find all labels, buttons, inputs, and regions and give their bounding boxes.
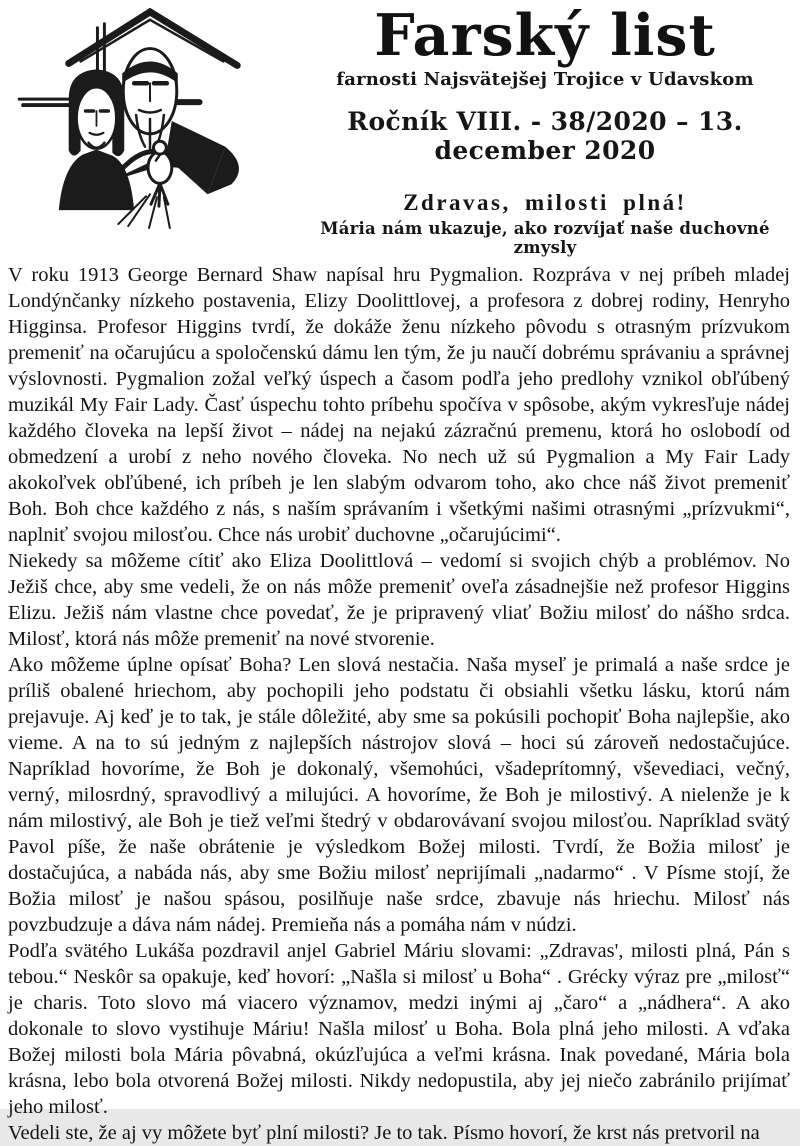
- issue-line: Ročník VIII. - 38/2020 – 13. december 2020: [347, 106, 743, 165]
- paragraph-zdravas: Podľa svätého Lukáša pozdravil anjel Gabriel Máriu slovami: „Zdravas', milosti plná, Pán s tebou.“ Neskôr sa opakuje, keď hovorí: „Našla si milosť u Boha“ . Grécky výraz pre „milosť“ je charis. Toto slovo má viacero významov, medzi inými aj „čaro“ a „nádhera“. A ako dokonale to slovo vystihuje Máriu! Našla milosť u Boha. Bola plná jeho milosti. A vďaka Božej milosti bola Mária pôvabná, okúzľujúca a veľmi krásna. Inak povedané, Mária bola krásna, lebo bola otvorená Božej milosti. Nikdy nedopustila, aby jej niečo zabránilo prijímať jeho milosť.: [8, 939, 790, 1118]
- paragraph-opis-boha: Ako môžeme úplne opísať Boha? Len slová nestačia. Naša myseľ je primalá a naše srdce je príliš obalené hriechom, aby pochopili jeho podstatu či obsiahli všetku lásku, ktorú nám prejavuje. Aj keď je to tak, je stále dôležité, aby sme sa pokúsili pochopiť Boha najlepšie, ako vieme. A na to sú jedným z najlepších nástrojov slová – hoci sú zároveň nedostačujúce. Napríklad hovoríme, že Boh je dokonalý, všemohúci, všadeprítomný, vševediaci, večný, verný, milosrdný, spravodlivý a milujúci. A hovoríme, že Boh je milostivý. A nielenže je k nám milostivý, ale Boh je tiež veľmi štedrý v obdarovávaní svojou milosťou. Napríklad svätý Pavol píše, že naše obrátenie je výsledkom Božej milosti. Tvrdí, že Božia milosť je dostačujúca, a nabáda nás, aby sme Božiu milosť neprijímali „nadarmo“ . V Písme stojí, že Božia milosť je našou spásou, posilňuje naše srdce, zbavuje nás hriechu. Milosť nás povzbudzuje a dáva nám nádej. Premieňa nás a pomáha nám v núdzi.: [8, 653, 790, 936]
- masthead-text: [300, 0, 800, 257]
- masthead: [0, 0, 800, 257]
- newsletter-title: Farský list: [374, 2, 716, 69]
- paragraph-eliza: Niekedy sa môžeme cítiť ako Eliza Doolittlová – vedomí si svojich chýb a problémov. No Ježiš chce, aby sme vedeli, že on nás môže premeniť oveľa zásadnejšie než profesor Higgins Elizu. Ježiš nám vlastne chce povedať, že je pripravený vliať Božiu milosť do nášho srdca. Milosť, ktorá nás môže premeniť na nové stvorenie.: [8, 549, 790, 650]
- article-body: [0, 257, 800, 1146]
- paragraph-plni-milosti: Vedeli ste, že aj vy môžete byť plní milosti? Je to tak. Písmo hovorí, že krst nás pretvoril na: [8, 1121, 760, 1144]
- holy-trinity-illustration: [0, 0, 300, 228]
- newsletter-subtitle: farnosti Najsvätejšej Trojice v Udavskom: [336, 68, 754, 90]
- paragraph-pygmalion: V roku 1913 George Bernard Shaw napísal hru Pygmalion. Rozpráva v nej príbeh mladej Londýnčanky nízkeho postavenia, Elizy Doolittlovej, a profesora z dobrej rodiny, Henryho Higginsa. Profesor Higgins tvrdí, že dokáže ženu nízkeho pôvodu s otrasným prízvukom premeniť na očarujúcu a spoločenskú dámu len tým, že ju naučí dobrému správaniu a správnej výslovnosti. Pygmalion zožal veľký úspech a časom podľa jeho predlohy vznikol obľúbený muzikál My Fair Lady. Časť úspechu tohto príbehu spočíva v spôsobe, akým vykresľuje nádej každého človeka na lepší život – nádej na nejakú zázračnú premenu, ktorá ho oslobodí od obmedzení a urobí z neho nového človeka. No nech už sú Pygmalion a My Fair Lady akokoľvek obľúbené, ich príbeh je len slabým odvarom toho, ako chce náš život premeniť Boh. Boh chce každého z nás, s naším správaním i všetkými našimi otrasnými „prízvukmi“, naplniť svojou milosťou. Chce nás urobiť duchovne „očarujúcimi“.: [8, 263, 790, 546]
- article-subheadline: Mária nám ukazuje, ako rozvíjať naše duchovné zmysly: [320, 218, 770, 257]
- holy-trinity-logo: [0, 0, 300, 228]
- article-headline: Zdravas, milosti plná!: [403, 189, 687, 215]
